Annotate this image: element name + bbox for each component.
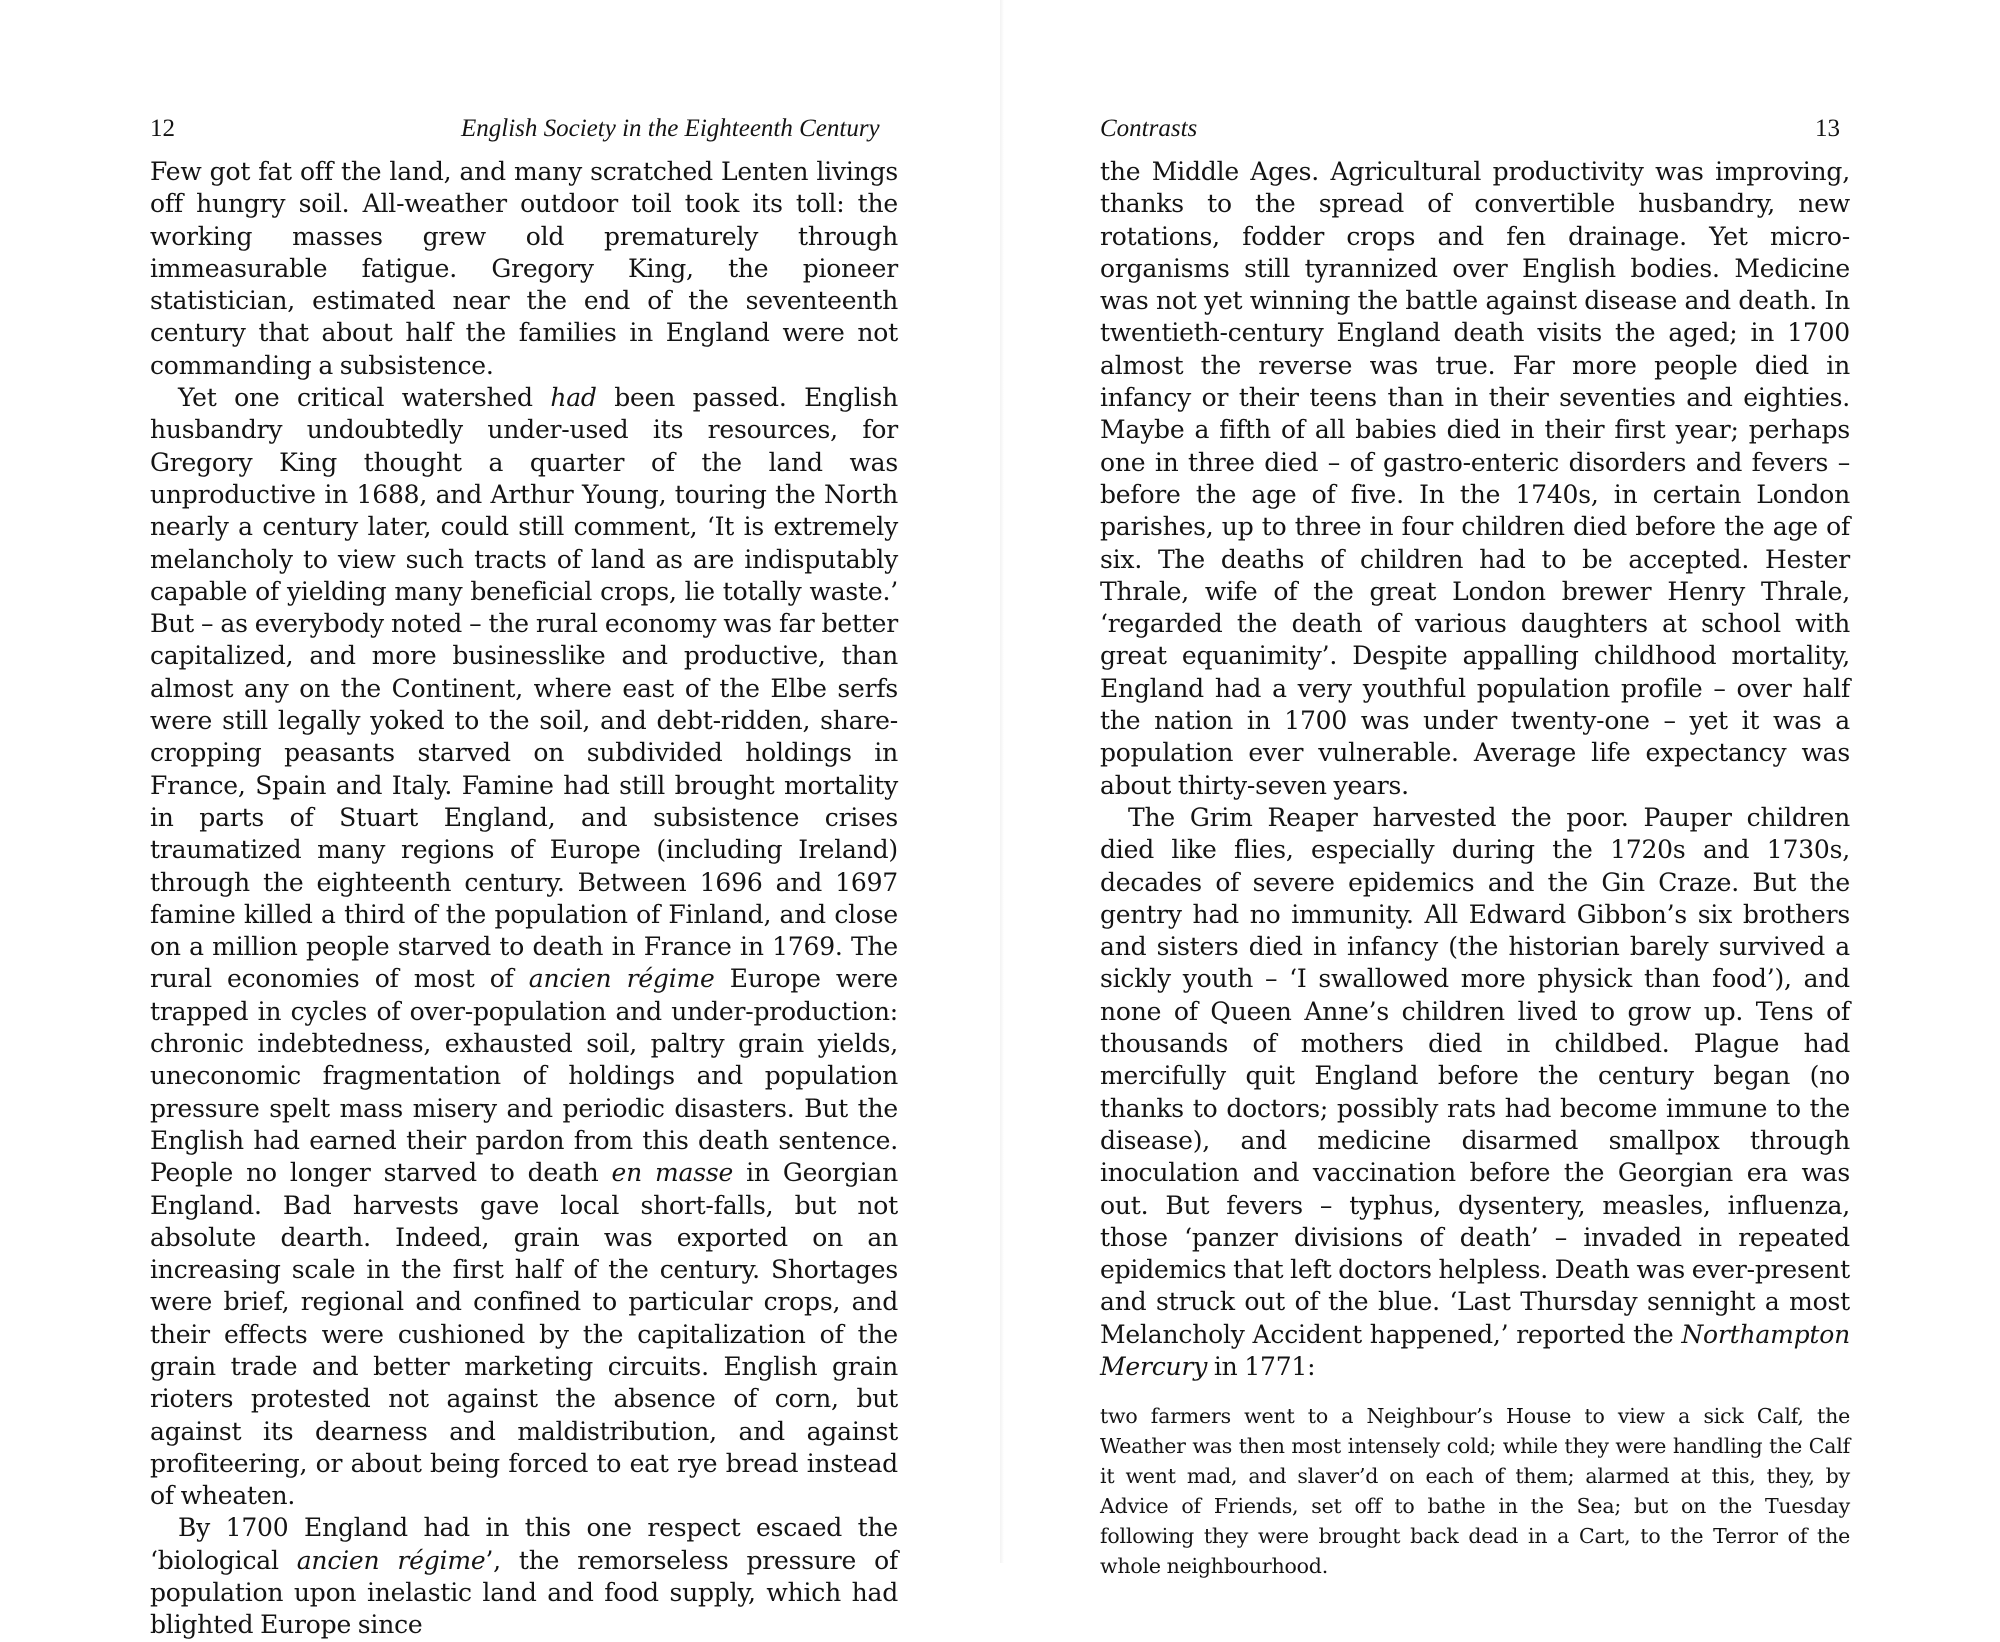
italic-text: en masse: [611, 1158, 734, 1188]
paragraph: [1100, 156, 1850, 802]
block-quote: two farmers went to a Neighbour’s House to view a sick Calf, the Weather was then most intensely cold; while they were handling the Calf it went mad, and slaver’d on each of them; alarmed at this, they, by Advice of Friends, set off to bathe in the Sea; but on the Tuesday following they were brought back dead in a Cart, to the Terror of the whole neighbourhood.: [1100, 1404, 1850, 1579]
right-page: [1000, 0, 2000, 1579]
left-page: [0, 0, 1000, 1640]
italic-text: had: [550, 383, 597, 413]
text-run: the Middle Ages. Agricultural productivity was improving, thanks to the spread of convertible husbandry, new rotations, fodder crops and fen drainage. Yet micro-organisms still tyrannized over English bodies. Medicine was not yet winning the battle against disease and death. In twentieth-century England death visits the aged; in 1700 almost the reverse was true. Far more people died in infancy or their teens than in their seventies and eighties. Maybe a fifth of all babies died in their first year; perhaps one in three died – of gastro-enteric disorders and fevers – before the age of five. In the 1740s, in certain London parishes, up to three in four children died before the age of six. The deaths of children had to be accepted. Hester Thrale, wife of the great London brewer Henry Thrale, ‘regarded the death of various daughters at school with great equanimity’. Despite appalling childhood mortality, England had a very youthful population profile – over half the nation in 1700 was under twenty-one – yet it was a population ever vulnerable. Average life expectancy was about thirty-seven years.: [1100, 157, 1850, 800]
italic-text: ancien régime: [296, 1545, 486, 1575]
italic-text: Northampton Mercury: [1100, 1319, 1850, 1381]
text-run: in Georgian England. Bad harvests gave local short-falls, but not absolute dearth. Indeed, grain was exported on an increasing scale in the first half of the century. Shortages were brief, regional and confined to particular crops, and their effects were cushioned by the capitalization of the grain trade and better marketing circuits. English grain rioters protested not against the absence of corn, but against its dearness and maldistribution, and against profiteering, or about being forced to eat rye bread instead of wheaten.: [150, 1158, 898, 1511]
paragraph: [150, 1512, 898, 1641]
paragraph: [150, 156, 898, 382]
text-run: By 1700 England had in this one respect escaed the ‘biological: [150, 1513, 898, 1575]
running-title: English Society in the Eighteenth Century: [461, 115, 880, 142]
text-run: Yet one critical watershed: [178, 383, 551, 413]
text-run: ’, the remorseless pressure of population upon inelastic land and food supply, which had blighted Europe since: [150, 1545, 899, 1640]
italic-text: ancien régime: [528, 964, 715, 994]
paragraph: [1100, 802, 1850, 1383]
text-run: in 1771:: [1207, 1351, 1316, 1381]
text-run: The Grim Reaper harvested the poor. Pauper children died like flies, especially during the 1720s and 1730s, decades of severe epidemics and the Gin Craze. But the gentry had no immunity. All Edward Gibbon’s six brothers and sisters died in infancy (the historian barely survived a sickly youth – ‘I swallowed more physick than food’), and none of Queen Anne’s children lived to grow up. Tens of thousands of mothers died in childbed. Plague had mercifully quit England before the century began (no thanks to doctors; possibly rats had become immune to the disease), and medicine disarmed smallpox through inoculation and vaccination before the Georgian era was out. But fevers – typhus, dysentery, measles, influenza, those ‘panzer divisions of death’ – invaded in repeated epidemics that left doctors helpless. Death was ever-present and struck out of the blue. ‘Last Thursday sennight a most Melancholy Accident happened,’ reported the: [1100, 802, 1850, 1349]
text-run: Europe were trapped in cycles of over-population and under-production: chronic indebtedness, exhausted soil, paltry grain yields, uneconomic fragmentation of holdings and population pressure spelt mass misery and periodic disasters. But the English had earned their pardon from this death sentence. People no longer starved to death: [150, 964, 898, 1188]
page-number: 13: [1815, 115, 1840, 142]
page-number: 12: [150, 115, 175, 142]
text-run: been passed. English husbandry undoubtedly under-used its resources, for Gregory King thought a quarter of the land was unproductive in 1688, and Arthur Young, touring the North nearly a century later, could still comment, ‘It is extremely melancholy to view such tracts of land as are indisputably capable of yielding many beneficial crops, lie totally waste.’ But – as everybody noted – the rural economy was far better capitalized, and more businesslike and productive, than almost any on the Continent, where east of the Elbe serfs were still legally yoked to the soil, and debt-ridden, share-cropping peasants starved on subdivided holdings in France, Spain and Italy. Famine had still brought mortality in parts of Stuart England, and subsistence crises traumatized many regions of Europe (including Ireland) through the eighteenth century. Between 1696 and 1697 famine killed a third of the population of Finland, and close on a million people starved to death in France in 1769. The rural economies of most of: [150, 383, 898, 994]
text-run: Few got fat off the land, and many scratched Lenten livings off hungry soil. All-weather outdoor toil took its toll: the working masses grew old prematurely through immeasurable fatigue. Gregory King, the pioneer statistician, estimated near the end of the seventeenth century that about half the families in England were not commanding a subsistence.: [150, 157, 898, 380]
right-body-text: [1100, 156, 1850, 1581]
left-body-text: [150, 156, 898, 1642]
running-title: Contrasts: [1100, 115, 1198, 142]
paragraph: [150, 382, 898, 1512]
